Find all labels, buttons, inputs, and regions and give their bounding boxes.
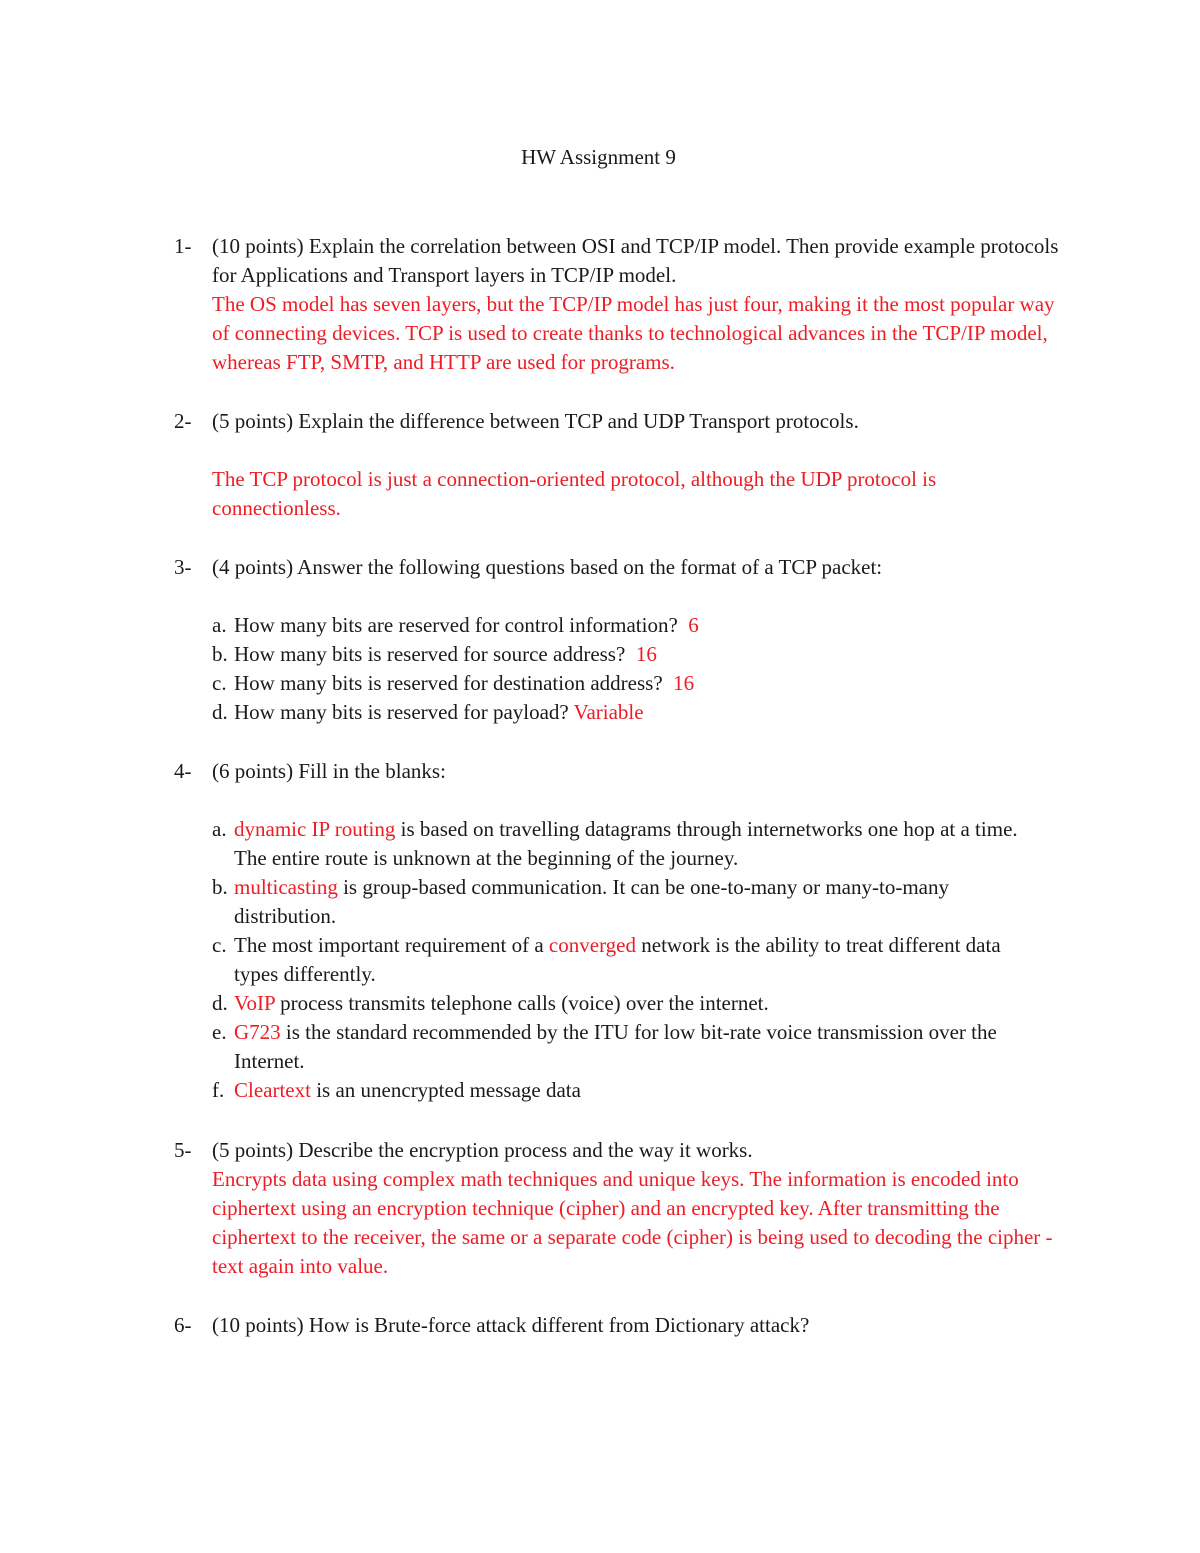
list-item: c. How many bits is reserved for destination address? 16: [212, 671, 695, 695]
answer-text: multicasting: [234, 875, 338, 899]
question-number: 1-: [174, 234, 192, 258]
answer-text: Cleartext: [234, 1078, 311, 1102]
answer-text: G723: [234, 1020, 281, 1044]
question-text: (5 points) Describe the encryption process and the way it works.: [212, 1138, 753, 1162]
question-text: (6 points) Fill in the blanks:: [212, 759, 446, 783]
page-title: HW Assignment 9: [521, 145, 676, 169]
answer-text: converged: [548, 933, 636, 957]
question-2: [174, 407, 1064, 523]
question-5: [174, 1136, 1064, 1281]
question-text: (4 points) Answer the following questions based on the format of a TCP packet:: [212, 555, 883, 579]
answer-text: The OS model has seven layers, but the TCP/IP model has just four, making it the most popular way of connecting devices. TCP is used to create thanks to technological advances in the TCP/IP model, whereas FTP, SMTP, and HTTP are used for programs.: [212, 292, 1055, 374]
question-text: (10 points) How is Brute-force attack different from Dictionary attack?: [212, 1313, 810, 1337]
question-text: (5 points) Explain the difference between TCP and UDP Transport protocols.: [212, 409, 859, 433]
question-1: [174, 232, 1064, 377]
answer-text: 16: [635, 642, 657, 666]
question-number: 3-: [174, 555, 192, 579]
list-item: a. dynamic IP routing is based on travelling datagrams through internetworks one hop at a time. The entire route is unknown at the beginning of the journey.: [212, 817, 1018, 870]
fill-in-list: [212, 815, 1042, 1105]
question-4: [174, 757, 1064, 1105]
question-text: (10 points) Explain the correlation between OSI and TCP/IP model. Then provide example protocols for Applications and Transport layers in TCP/IP model.: [212, 234, 1059, 287]
answer-text: The TCP protocol is just a connection-oriented protocol, although the UDP protocol is connectionless.: [212, 467, 937, 520]
list-item: f. Cleartext is an unencrypted message data: [212, 1078, 581, 1102]
list-item: c. The most important requirement of a converged network is the ability to treat different data types differently.: [212, 933, 1001, 986]
question-6: [174, 1311, 1064, 1340]
question-number: 5-: [174, 1138, 192, 1162]
answer-text: Variable: [573, 700, 644, 724]
answer-text: dynamic IP routing: [234, 817, 396, 841]
sub-question-list: [212, 611, 1064, 727]
answer-text: 6: [688, 613, 699, 637]
list-item: d. VoIP process transmits telephone calls (voice) over the internet.: [212, 991, 769, 1015]
answer-text: VoIP: [234, 991, 275, 1015]
list-item: a. How many bits are reserved for control information? 6: [212, 613, 699, 637]
list-item: e. G723 is the standard recommended by the ITU for low bit-rate voice transmission over the Internet.: [212, 1020, 997, 1073]
question-number: 4-: [174, 759, 192, 783]
list-item: d. How many bits is reserved for payload? Variable: [212, 700, 644, 724]
list-item: b. multicasting is group-based communication. It can be one-to-many or many-to-many distribution.: [212, 875, 949, 928]
list-item: b. How many bits is reserved for source address? 16: [212, 642, 657, 666]
answer-text: Encrypts data using complex math techniques and unique keys. The information is encoded into ciphertext using an encryption technique (cipher) and an encrypted key. After transmitting the ciphertext to the receiver, the same or a separate code (cipher) is being used to decoding the cipher - text again into value.: [212, 1167, 1053, 1278]
question-number: 2-: [174, 409, 192, 433]
answer-text: 16: [673, 671, 695, 695]
question-number: 6-: [174, 1313, 192, 1337]
question-3: [174, 553, 1064, 727]
